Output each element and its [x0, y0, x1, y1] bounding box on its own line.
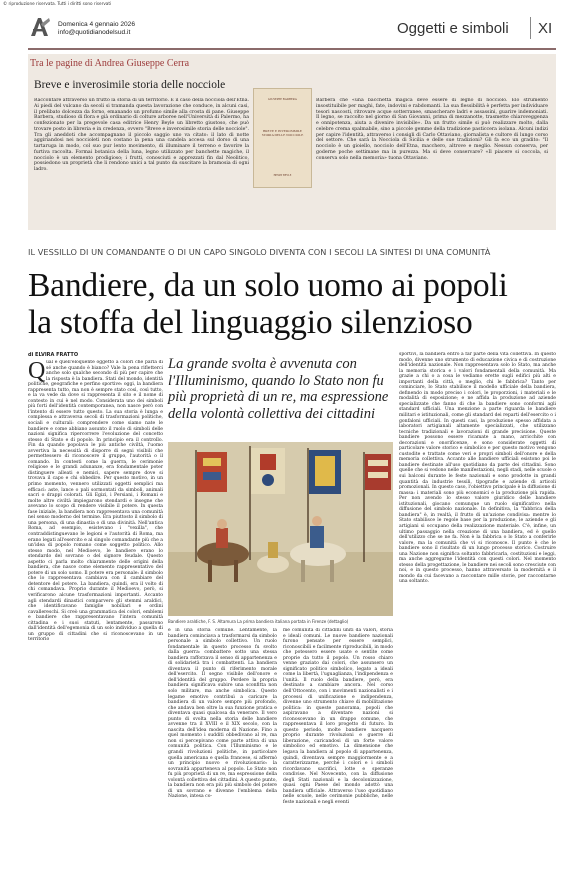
section-title: Oggetti e simboli: [397, 20, 509, 37]
heraldic-flags-image: [168, 442, 393, 616]
book-article-col2: Barbera che «una bacchetta magica deve essere di legno di nocciolo. Elo strumento insostituibile per maghi, fate, indovini e rabdomanti. La sua flessibilità è perfetta per individuare tesori nascosti, ritrovare acque sotterranee, smascherare ladri e assassini, guarire indemoniati. Il legno, se raccolto nel giorno di San Giovanni, prima di mezzanotte, trasmette chiaroveggenza e onnipotenza, aiuta a divenire invisibile». Da un frutto simile si può realizzare molto, dalla celebre crema spalmabile, sino a piccole gemme della tradizione pasticcera isolana. Alcuni indizi per capire l'identità, attraverso i consigli di Carlo Ottaviano, giornalista e cultore di lungo corso del settore. Che sarà la Nocciola di Sicilia e delle sue tradizioni? Gli fa eco un gradito: "Il nocciolo è un gioiello, nocciolo dell'Etna, macchero, altrove e meglio. Nessun conserva, per goderne poche settimane ma in purezza. Ma si deve conservare? «Il piacere si coccola, si conserva solo nella memoria» tuona Ottaviano.: [316, 98, 548, 161]
banner-prefix: Tra le pagine di: [30, 58, 93, 69]
byline: di ELVIRA FRATTO: [28, 352, 79, 358]
drop-cap-spacer: [28, 358, 46, 384]
book-cover-publisher: HENRY BEYLE: [273, 174, 292, 177]
image-caption: Bandiere araldiche, F. S. Altamura La prima bandiera italiana portata in Firenze (dettaglio): [168, 619, 349, 624]
main-col3: me comunità di cittadini uniti da valori, storia e ideali comuni. Le nuove bandiere nazionali furono pensate per essere semplici, riconoscibili e facilmente riproducibili, in modo che potessero essere usate e sentite come proprie da tutto il popolo. Un rosso chiaro venne graziato dai colori, che assunsero un significato politico simbolico, legato a ideali come la libertà, l'uguaglianza, l'indipendenza e l'unità. Il ruolo della bandiere, però, era destinato a cambiare ancora. Nel corso dell'Ottocento, con i movimenti nazionalisti e i processi di unificazione e indipendenza, divenne uno strumento chiave di mobilitazione politica: in queste panorama, popoli che aspiravano a diventare nazioni si riconoscevano in un drappo comune, che rappresentava il loro progetto di futuro. In questo periodo, molte bandiere nacquero proprio durante rivoluzioni e guerre di liberazione, caricandosi di un forte valore simbolico ed emotivo. La dimensione che legava la bandiera al popolo di appartenenza, quindi, diventava sempre maggiormente e a caratterizzarne, perché i colori e i simboli ricordavano sacrifici, lotte e speranze condivise. Nel Novecento, con la diffusione degli Stati nazionali e la decolonizzazione, quasi ogni Paese del mondo adottò una bandiera ufficiale. Attraverso l'uso quotidiano nelle scuole, nelle cerimonie pubbliche, nelle feste nazionali e negli eventi: [283, 628, 393, 805]
book-article-title: Breve e inverosimile storia delle nocciole: [34, 79, 226, 91]
masthead-rule: [28, 48, 556, 50]
header-divider: [530, 17, 531, 39]
newspaper-logo: [28, 14, 52, 40]
book-article-col1: Raccontare attraverso un frutto la storia di un territorio. È il caso della nocciola dell'Etna. Ai piedi del vulcano da secoli si tramanda questa lavorazione che conduce, in alcuni casi, il prelibato dolcezza da forno, emanando un profumo simile alla crosta di pane. Giuseppe Barbera, studioso di flora e già ordinario di colture arboree nell'Università di Palermo, ha confezionato per la pregevole casa editrice Henry Beyle un libretto giustoso, che può trovare posto in libreria e in credenza, ovvero "Breve e inverosimile storia delle nocciole". Tra gli aneddoti che accompagnano il piccolo saggio uno va citato: il lato di notte aggiriandosi nei noccioleti non costano la pena una candela accesa sul dorso di una tartaruga in modo, col suo pur lento movimento, di illuminare il terreno e favorire la furtiva raccolta. Formai botanica della luna, legno utilizzato per banchette magiche, il nocciolo è un elemento prodigioso; i frutti, conosciuti e apprezzati fin dal Neolitico, possiedono un proprietà che li rendono unici a tal punto da suscitare la bramosia di ogni ladro.: [34, 98, 249, 172]
book-cover: [253, 88, 312, 188]
main-col1-text: ual è quell'eloquente oggetto a colori che parla di sé anche quando è bianco? Vale la pena rifletterci anche solo qualche secondo di più per capire che la risposta è la bandiera. Stati del mondo, identità politiche, geografiche e perfino sportive: oggi, la bandiera rappresenta tutto, ma non è sempre stato così, così tutto, e la va vede da dove si rappresenta il sito e il nome di contesto in cui è nel modo. Considerata uno dei simboli più forti dell'identità contemporanea, non nasce però con l'intento di essere tutto questo. La sua storia è lunga e complessa e attraversa secoli di trasformazioni politiche, sociali e culturali: comprendere come siamo nate le bandiere e come abbiano assunto il ruolo di simboli delle nazioni significa ripercorrere l'evoluzione del concetto stesso di Stato e di popolo. In principio era il controllo. Fin da quando popolava le più antiche civiltà, l'uomo avvertiva la necessità di disporre di segni visibili che permettessero di riconoscere il gruppo, l'autorità o il comando. In contesti come la guerra, le cerimonie religiose e le grandi adunanze, era fondamentale poter distinguere alleati e nemici, sapere sempre dove si trovava il capo e chi obbedire. Per questo motivo, in un primo momento, vennero utilizzati oggetti semplici ma efficaci: aste, lance o pali sormontati da simboli, animali sacri o drappi colorati. Gli Egizi, i Persiani, i Romani e molte altre civiltà impiegarono stendardi e insegne che avevano lo scopo di rendere visibile il potere. In questa fase iniziale, la bandiera non rappresentava una comunità nel senso moderno del termine. Era piuttosto il simbolo di una persona, di una dinastia o di una divinità. Nell'antica Roma, ad esempio, esistevano i "vexilla", che contraddistinguevano le legioni e l'autorità di Roma, ma erano legati all'esercito e al singolo comandante più che a un'idea di popolo romano come soggetto politico. Allo stesso modo, nel Medioevo, le bandiere erano lo stendardo del sovrano o del signore feudale. Questo aspetto ci parla molto chiaramente delle origini della bandiera, che nasce come elemento rappresentativo del potere di un solo uomo. Il potere era personale: il simbolo che lo rappresentava cambiava con il cambiare del detentore del potere. La bandiera, quindi, era il volto di chi comandava. Proprio durante il Medioevo, però, si verificarono alcune trasformazioni importanti. Accanto agli stendardi dinastici comparvero gli stemmi araldici, che identificavano famiglie nobiliari e ordini cavallereschi. Si creò una grammatica dei colori, emblemi e bandiere che rappresentavano l'intera comunità cittadina e i suoi statuti, lentamente, passarono dall'identità dell'egemonia di un solo individuo a quella di un gruppo di cittadini che si riconoscevano in un territorio: [28, 360, 163, 643]
main-headline-line1: Bandiere, da un solo uomo ai popoli: [28, 267, 508, 304]
main-col2: e in una storia comune. Lentamente, la bandiera cominciava a trasformarsi da simbolo personale a simbolo collettivo. Un ruolo fondamentale in questo processo fu svolto dalla guerra: combattere sotto una stessa bandiera rafforzava il senso di appartenenza e di solidarietà tra i combattenti. La bandiera diventava il punto di riferimento morale dell'esercito. Il segno visibile dell'onore e dell'identità del gruppo. Perdere la propria bandiera significava subire una sconfitta non solo militare, ma anche simbolica. Questo legame emotivo contribuì a caricare la bandiera di un valore sempre più profondo, che andava ben oltre la sua funzione pratica e diventava quasi qualcosa da venerare. Il vero punto di svolta nella storia delle bandiere avvenne tra il XVIII e il XIX secolo, con la nascita dell'idea moderna di Nazione. Fino a quel momento i sudditi obbedivano al re, ma non si percepivano come parte attiva di una comunità politica. Con l'Illuminismo e le grandi rivoluzioni politiche, in particolare quella americana e quella francese, si affermò un principio nuovo e rivoluzionario: la sovranità apparteneva al popolo. Lo Stato non fu più proprietà di un re, ma espressione della volontà collettiva dei cittadini. A questo punto, la bandiera non era più più simbolo del potere di un sovrano e divenne l'emblema della Nazione, intesa co-: [168, 628, 277, 800]
contact-email: info@quotidianodelsud.it: [58, 29, 131, 36]
banner-author: Andrea Giuseppe Cerra: [94, 58, 190, 69]
main-col1: [28, 360, 163, 858]
page-number: XI: [538, 20, 553, 37]
issue-date: Domenica 4 gennaio 2026: [58, 21, 135, 28]
pull-quote: La grande svolta è avvenuta con l'Illuminismo, quando lo Stato non fu più proprietà di un re, ma espressione della volontà collettiva dei cittadini: [168, 356, 389, 422]
book-cover-title: BREVE E INVEROSIMILE STORIA DELLE NOCCIOLE: [261, 129, 304, 137]
copyright-notice: © riproduzione riservata. Tutti i diritti sono riservati: [3, 1, 112, 6]
book-cover-author: GIUSEPPE BARBERA: [268, 97, 297, 101]
drop-cap: Q: [28, 358, 46, 384]
main-headline-line2: la stoffa del linguaggio silenzioso: [28, 304, 473, 341]
main-kicker: IL VESSILLO DI UN COMANDANTE O DI UN CAPO SINGOLO DIVENTA CON I SECOLI LA SINTESI DI UNA COMUNITÀ: [28, 247, 491, 257]
book-review-banner: [30, 58, 189, 69]
main-col4: sportivi, la bandiera entrò a far parte della vita collettiva. In questo modo, divenne uno strumento di educazione civica e di costruzione dell'identità nazionale. Non rappresentava solo lo Stato, ma anche la memoria storica e i valori fondamentali della comunità. Ma grazie a chi o a cosa le vediamo erette sugli edifici più alti e importanti della città, o meglio, chi le fabbrica? Tanto per cominciare, lo Stato stabilisce il modello ufficiale della bandiera, definendo in modo preciso i colori, le proporzioni, i materiali e le modalità di esposizione; e ne affida la produzione ad aziende specializzate che fanno di che la bandiere sono conformi agli standard ufficiali. Una menzione a parte riguarda le bandiere militari e istituzionali, come gli standard dei reparti dell'esercito o i gonfaloni ufficiali. In questi casi, la produzione spesso affidata a laboratori artigianali altamente specializzati, che utilizzano tecniche tradizionali e lavorazioni di grande precisione. Queste bandiere possono essere ricamate a mano, arricchite con decorazioni e onorificenze, e sono considerate oggetti di particolare valore storico e simbolico e per questo motivo vengono custodite e trattate come veri e propri simboli dell'onore e della memoria collettiva. Accanto alle bandiere ufficiali esistono poi le bandiere destinate all'uso quotidiano da parte dei cittadini. Sono quelle che si vedono nelle manifestazioni, negli stadi, nelle scuole o sui balconi durante le feste nazionali e sono prodotte in grandi quantità da industrie tessili, tipografie e aziende di articoli promozionali. In questo caso, l'obiettivo principale è la diffusione di massa: i materiali sono più economici e la produzione più rapida. Per non avendo lo stesso valore giuridico delle bandiere istituzionali, giocano comunque un ruolo significativo nella diffusione del simbolo nazionale. In definitiva, la "fabbrica della bandiera" è, in realtà, il frutto di un'azione condivisa: mentre lo Stato stabilisce le regole base per la produzione, le aziende e gli artigiani si occupano della realizzazione materiale. C'è, infine, un ultimo passaggio nella creazione di una bandiera, ed è quello dell'utilizzo che se ne fa. Non è la fabbrica o lo Stato a conferirle valore, ma la comunità che vi si riconosce. Il punto è che le bandiere sono il risultato di un lungo processo storico. Costruire una Nazione non significa soltanto fabbricarla, costituzioni e leggi, ma anche aggregarne l'identità con questi colori. Nel momento stesso della progettazione, le bandiere nei secoli sono cresciute con noi, e in questo processo, hanno attraversato la modernità e il mondo da cui facevano a raccontare mille storie, per raccontarne una soltanto.: [399, 352, 556, 585]
